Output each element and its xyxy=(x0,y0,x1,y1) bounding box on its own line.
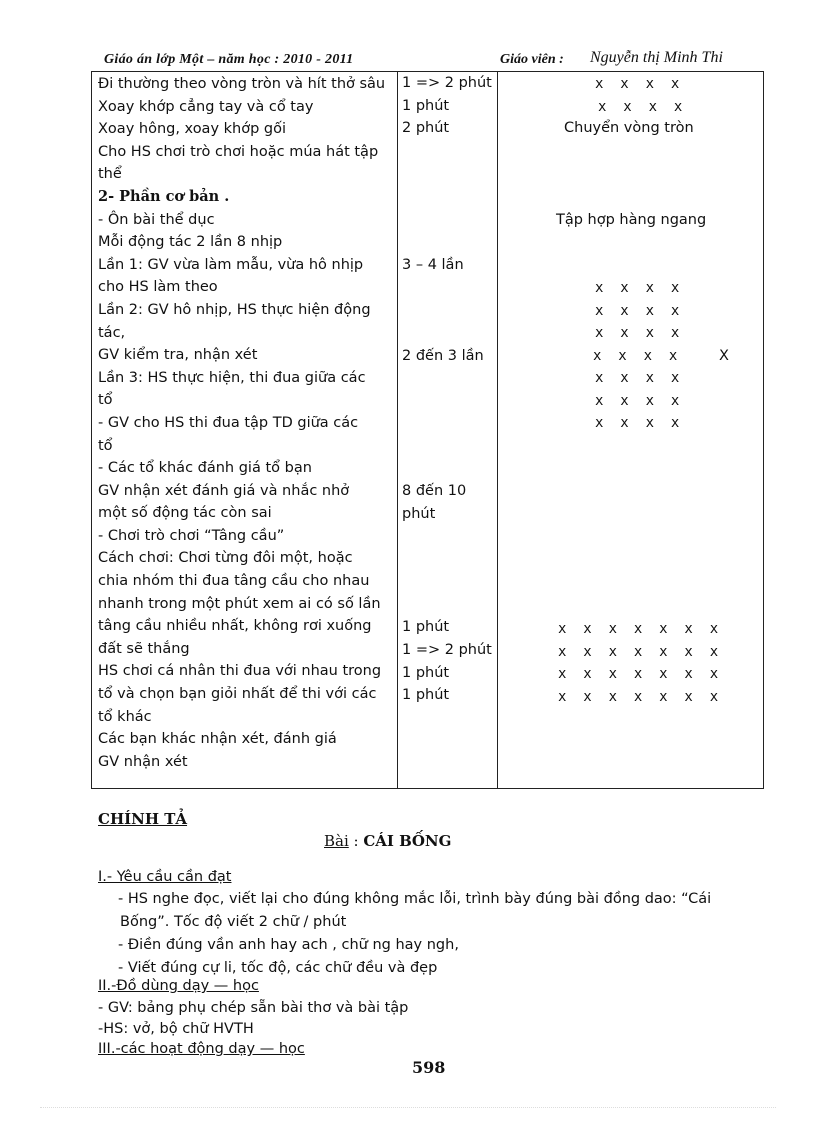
activity-line: tổ khác xyxy=(98,708,152,725)
formation-label: Chuyển vòng tròn xyxy=(564,120,694,136)
time-cell: 3 – 4 lần xyxy=(402,257,464,273)
formation-row: x x x x xyxy=(595,415,680,431)
lesson-table xyxy=(91,71,764,789)
section-title: CHÍNH TẢ xyxy=(98,810,188,828)
formation-row: x x x x x x x xyxy=(558,666,719,682)
activity-line: - Các tổ khác đánh giá tổ bạn xyxy=(98,460,312,477)
lesson-title-name: CÁI BỐNG xyxy=(363,832,452,850)
activity-line: HS chơi cá nhân thi đua với nhau trong xyxy=(98,663,382,680)
activity-line: thể xyxy=(98,166,122,183)
requirement-line: - Viết đúng cự li, tốc độ, các chữ đều và đẹp xyxy=(118,960,438,976)
time-cell: 1 => 2 phút xyxy=(402,75,492,91)
time-cell: phút xyxy=(402,506,436,522)
activity-line: tác, xyxy=(98,324,126,341)
tools-line: -HS: vở, bộ chữ HVTH xyxy=(98,1021,254,1037)
activity-line: GV nhận xét xyxy=(98,753,188,770)
time-cell: 1 phút xyxy=(402,687,450,703)
activity-line: Lần 1: GV vừa làm mẫu, vừa hô nhịp xyxy=(98,256,364,273)
formation-row: x x x x xyxy=(595,303,680,319)
time-cell: 2 phút xyxy=(402,120,450,136)
formation-row: x x x x xyxy=(598,99,683,115)
header-teacher-label: Giáo viên : xyxy=(500,52,564,67)
activity-line: tổ và chọn bạn giỏi nhất để thi với các xyxy=(98,686,377,703)
time-cell: 1 phút xyxy=(402,619,450,635)
activity-line: Mỗi động tác 2 lần 8 nhịp xyxy=(98,234,283,251)
activity-line: Cách chơi: Chơi từng đôi một, hoặc xyxy=(98,550,353,567)
page-number: 598 xyxy=(412,1058,446,1077)
formation-row: x x x x xyxy=(595,280,680,296)
formation-row: x x x x x x x xyxy=(558,644,719,660)
activity-line: - Chơi trò chơi “Tâng cầu” xyxy=(98,527,285,544)
header-teacher-name: Nguyễn thị Minh Thi xyxy=(590,49,723,66)
activity-line: GV nhận xét đánh giá và nhắc nhở xyxy=(98,482,350,499)
activity-column xyxy=(98,73,384,773)
requirements-heading: I.- Yêu cầu cần đạt xyxy=(98,869,232,885)
tools-line: - GV: bảng phụ chép sẵn bài thơ và bài tập xyxy=(98,1000,409,1016)
requirement-line: Bống”. Tốc độ viết 2 chữ / phút xyxy=(120,914,347,930)
header-left: Giáo án lớp Một – năm học : 2010 - 2011 xyxy=(104,52,354,67)
activity-line: một số động tác còn sai xyxy=(98,505,272,522)
teacher-position-mark: X xyxy=(719,348,729,364)
activity-line: tâng cầu nhiều nhất, không rơi xuống xyxy=(98,618,372,635)
activity-line: đất sẽ thắng xyxy=(98,640,190,657)
column-divider xyxy=(397,72,398,788)
formation-row: x x x x xyxy=(595,76,680,92)
activity-line: - GV cho HS thi đua tập TD giữa các xyxy=(98,414,359,431)
column-divider xyxy=(497,72,498,788)
time-cell: 1 => 2 phút xyxy=(402,642,492,658)
activity-line: chia nhóm thi đua tâng cầu cho nhau xyxy=(98,573,370,590)
lesson-title xyxy=(324,832,451,850)
activity-line: Đi thường theo vòng tròn và hít thở sâu xyxy=(98,76,386,92)
activity-line: GV kiểm tra, nhận xét xyxy=(98,347,258,364)
requirement-line: - HS nghe đọc, viết lại cho đúng không mắc lỗi, trình bày đúng bài đồng dao: “Cái xyxy=(118,891,712,907)
activity-line: Cho HS chơi trò chơi hoặc múa hát tập xyxy=(98,143,379,160)
activity-line: nhanh trong một phút xem ai có số lần xyxy=(98,595,381,612)
activity-line: Lần 2: GV hô nhịp, HS thực hiện động xyxy=(98,301,371,318)
activities-heading: III.-các hoạt động dạy — học xyxy=(98,1041,305,1057)
formation-label: Tập hợp hàng ngang xyxy=(556,212,707,228)
activity-line: - Ôn bài thể dục xyxy=(98,211,215,228)
formation-row: x x x x xyxy=(595,370,680,386)
activity-line: Lần 3: HS thực hiện, thi đua giữa các xyxy=(98,369,366,386)
activity-line: Xoay hông, xoay khớp gối xyxy=(98,121,287,138)
formation-row: x x x x x x x xyxy=(558,689,719,705)
time-cell: 1 phút xyxy=(402,665,450,681)
activity-line: Xoay khớp cẳng tay và cổ tay xyxy=(98,98,314,115)
time-cell: 2 đến 3 lần xyxy=(402,348,484,364)
requirement-line: - Điền đúng vần anh hay ach , chữ ng hay ngh, xyxy=(118,937,459,953)
formation-row: x x x x xyxy=(593,348,678,364)
activity-line: 2- Phần cơ bản . xyxy=(98,187,230,205)
activity-line: Các bạn khác nhận xét, đánh giá xyxy=(98,731,337,748)
footer-rule xyxy=(40,1107,776,1108)
lesson-title-separator: : xyxy=(348,832,364,850)
lesson-title-label: Bài xyxy=(324,832,349,850)
activity-line: cho HS làm theo xyxy=(98,279,218,296)
time-cell: 8 đến 10 xyxy=(402,483,467,499)
activity-line: tổ xyxy=(98,437,113,454)
formation-row: x x x x xyxy=(595,325,680,341)
formation-row: x x x x x x x xyxy=(558,621,719,637)
activity-line: tổ xyxy=(98,392,113,409)
time-cell: 1 phút xyxy=(402,98,450,114)
formation-row: x x x x xyxy=(595,393,680,409)
tools-heading: II.-Đồ dùng dạy — học xyxy=(98,978,259,994)
